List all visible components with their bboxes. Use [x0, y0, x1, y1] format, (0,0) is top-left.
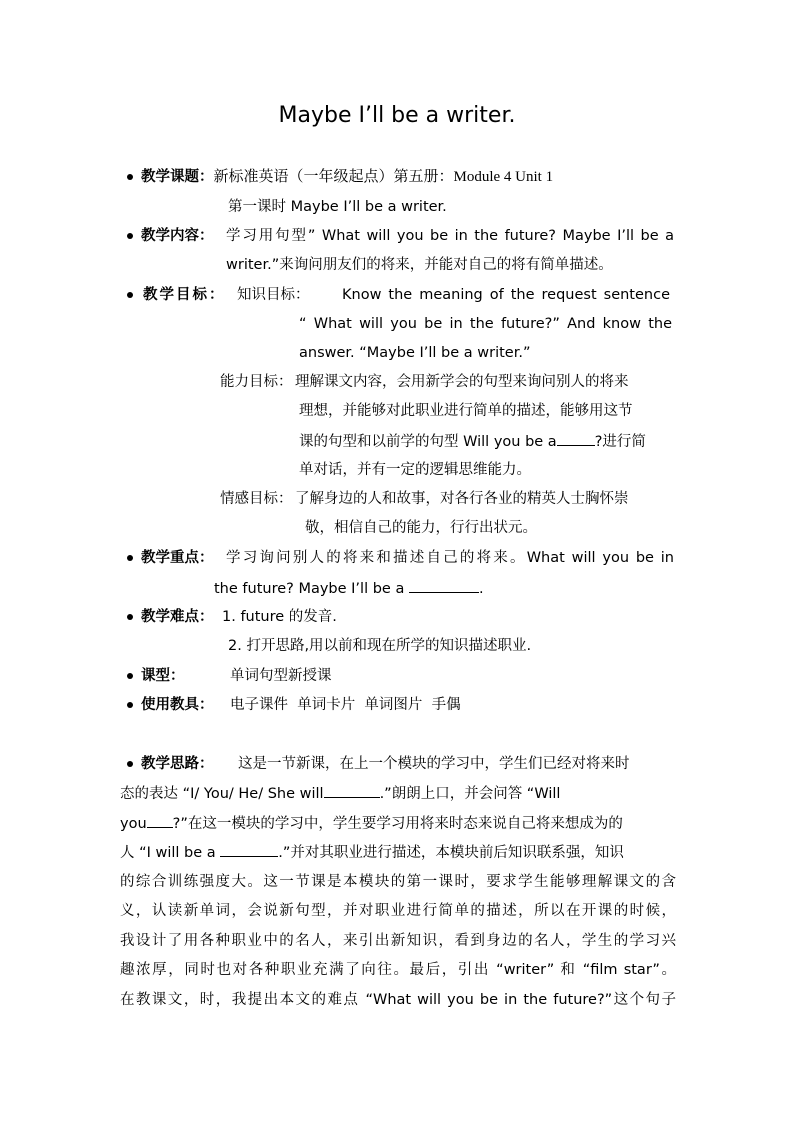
content-colon: ： — [199, 228, 214, 244]
approach-line4a: 人 “I will be a — [120, 845, 216, 861]
approach-line3b: ?”在这一模块的学习中，学生要学习用将来时态来说自己将来想成为的 — [172, 816, 623, 832]
materials-value: 电子课件 单词卡片 单词图片 手偶 — [230, 697, 461, 713]
difficulty-label-row — [141, 607, 214, 627]
knowledge-line1: Know the meaning of the request sentence — [342, 287, 670, 303]
knowledge-line3: answer. “Maybe I’ll be a writer.” — [299, 345, 531, 361]
topic-label: 教学课题 — [141, 169, 199, 185]
keypoint-colon: ： — [199, 550, 214, 566]
content-label: 教学内容 — [141, 228, 199, 244]
lesson-type-value: 单词句型新授课 — [230, 668, 332, 684]
bullet-icon — [127, 673, 133, 679]
bullet-icon — [127, 292, 133, 298]
bullet-icon — [127, 702, 133, 708]
page-title: Maybe I’ll be a writer. — [278, 103, 516, 128]
keypoint-line2 — [214, 578, 484, 599]
ability-line2: 理想，并能够对此职业进行简单的描述，能够用这节 — [299, 403, 633, 419]
knowledge-label: 知识目标： — [237, 287, 310, 303]
approach-line8: 趣浓厚，同时也对各种职业充满了向往。最后，引出 “writer” 和 “film star”。 — [120, 962, 676, 978]
lesson-type-label: 课型： — [141, 668, 185, 684]
answer-blank — [324, 783, 380, 798]
approach-line4 — [120, 842, 624, 863]
answer-blank — [557, 431, 595, 446]
approach-line4b: .”并对其职业进行描述，本模块前后知识联系强，知识 — [278, 845, 624, 861]
ability-line3 — [299, 431, 646, 452]
keypoint-line2a: the future? Maybe I’ll be a — [214, 581, 405, 597]
difficulty-line1: 1. future 的发音. — [222, 609, 337, 625]
emotion-line1: 了解身边的人和故事，对各行各业的精英人士胸怀崇 — [295, 491, 629, 507]
approach-line3 — [120, 813, 623, 834]
difficulty-line2: 2. 打开思路,用以前和现在所学的知识描述职业. — [228, 638, 532, 654]
topic-line1: 新标准英语（一年级起点）第五册：Module 4 Unit 1 — [213, 169, 554, 185]
bullet-icon — [127, 555, 133, 561]
difficulty-label: 教学难点 — [141, 609, 199, 625]
topic-colon: ： — [199, 169, 214, 185]
answer-blank — [409, 578, 479, 593]
approach-label: 教学思路： — [141, 756, 214, 772]
bullet-icon — [127, 614, 133, 620]
objectives-colon: ： — [209, 287, 226, 303]
approach-line5: 的综合训练强度大。这一节课是本模块的第一课时，要求学生能够理解课文的含 — [120, 874, 676, 890]
content-label-row — [141, 226, 214, 246]
approach-line2b: .”朗朗上口，并会问答 “Will — [379, 786, 561, 802]
content-line2: writer.”来询问朋友们的将来，并能对自己的将有简单描述。 — [226, 257, 613, 273]
approach-line2a: 态的表达 “I/ You/ He/ She will — [120, 786, 324, 802]
keypoint-line2b: . — [478, 581, 484, 597]
difficulty-colon: ： — [199, 609, 214, 625]
approach-line9: 在教课文，时，我提出本文的难点 “What will you be in the future?”这个句子 — [120, 992, 676, 1008]
keypoint-label-row — [141, 548, 214, 568]
ability-line4: 单对话，并有一定的逻辑思维能力。 — [299, 462, 531, 478]
materials-label: 使用教具： — [141, 697, 214, 713]
approach-line6: 义，认读新单词，会说新句型，并对职业进行简单的描述，所以在开课的时候， — [120, 903, 676, 919]
ability-label: 能力目标： — [220, 374, 293, 390]
bullet-icon — [127, 233, 133, 239]
approach-line1: 这是一节新课，在上一个模块的学习中，学生们已经对将来时 — [238, 756, 630, 772]
keypoint-label: 教学重点 — [141, 550, 199, 566]
keypoint-line1: 学习询问别人的将来和描述自己的将来。What will you be in — [226, 550, 674, 566]
answer-blank — [147, 813, 173, 828]
emotion-line2: 敬，相信自己的能力，行行出状元。 — [305, 520, 537, 536]
content-line1: 学习用句型” What will you be in the future? Maybe I’ll be a — [226, 228, 674, 244]
ability-line3b: ?进行简 — [594, 434, 646, 450]
topic-row — [141, 167, 553, 187]
objectives-label: 教学目标 — [143, 287, 209, 303]
ability-line1: 理解课文内容，会用新学会的句型来询问别人的将来 — [295, 374, 629, 390]
knowledge-line2: “ What will you be in the future?” And know the — [299, 316, 672, 332]
approach-line2 — [120, 783, 560, 804]
ability-line3a: 课的句型和以前学的句型 Will you be a — [299, 434, 557, 450]
objectives-label-row — [143, 285, 226, 305]
emotion-label: 情感目标： — [220, 491, 293, 507]
bullet-icon — [127, 174, 133, 180]
answer-blank — [220, 842, 278, 857]
topic-line2: 第一课时 Maybe I’ll be a writer. — [228, 199, 447, 215]
approach-line3a: you — [120, 816, 147, 832]
approach-line7: 我设计了用各种职业中的名人，来引出新知识，看到身边的名人，学生的学习兴 — [120, 933, 676, 949]
bullet-icon — [127, 761, 133, 767]
